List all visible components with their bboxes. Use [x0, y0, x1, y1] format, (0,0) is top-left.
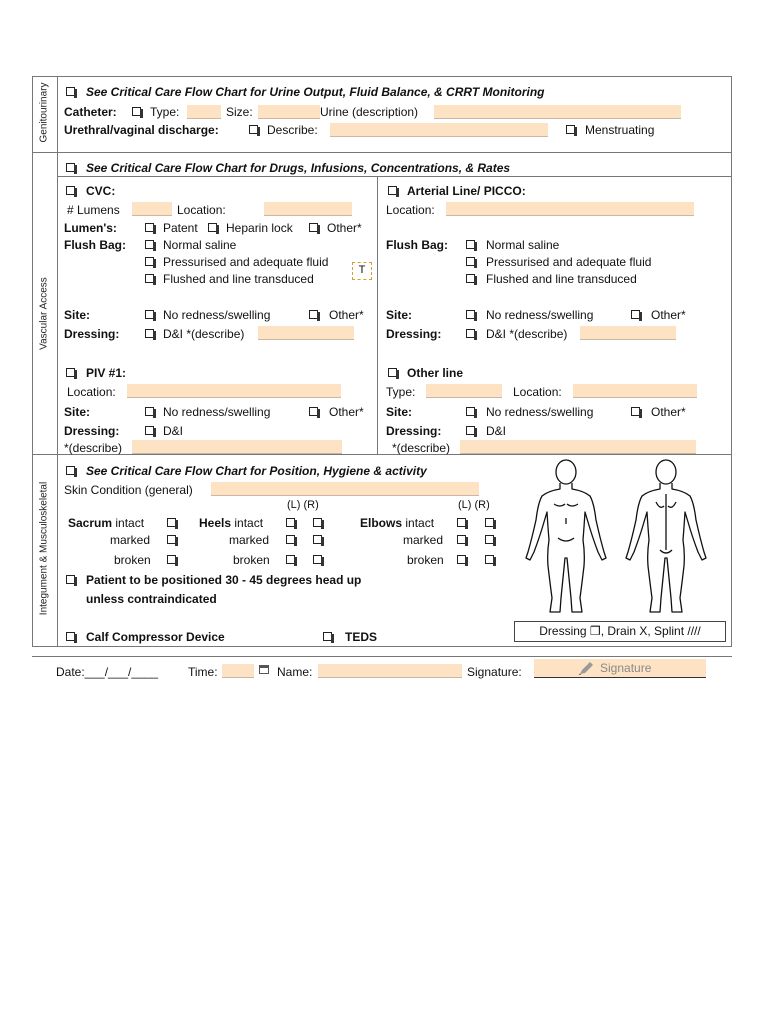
elbows-marked-right-checkbox[interactable]: [485, 535, 494, 544]
cvc-checkbox[interactable]: [66, 186, 75, 195]
other-line-location-label: Location:: [513, 385, 562, 399]
cvc-heparin-checkbox[interactable]: [208, 223, 217, 232]
other-line-describe-field[interactable]: [460, 440, 696, 454]
position-checkbox[interactable]: [66, 575, 75, 584]
urethral-label: Urethral/vaginal discharge:: [64, 123, 219, 137]
lr-header-2: (L) (R): [458, 499, 490, 511]
see-drugs-heading: See Critical Care Flow Chart for Drugs, Infusions, Concentrations, & Rates: [86, 161, 511, 175]
position-line-1: Patient to be positioned 30 - 45 degrees head up: [86, 573, 362, 587]
footer-time-label: Time:: [188, 665, 218, 679]
arterial-dressing-label: Dressing:: [386, 327, 442, 341]
arterial-pressurised-label: Pressurised and adequate fluid: [486, 255, 652, 269]
arterial-site-other-checkbox[interactable]: [631, 310, 640, 319]
text-cursor-box[interactable]: T: [352, 262, 372, 280]
heels-marked-right-checkbox[interactable]: [313, 535, 322, 544]
back-spine-lines: [656, 494, 676, 553]
elbows-intact-left-checkbox[interactable]: [457, 518, 466, 527]
cvc-saline-checkbox[interactable]: [145, 240, 154, 249]
piv-site-other-checkbox[interactable]: [309, 407, 318, 416]
lr-header-1: (L) (R): [287, 499, 319, 511]
arterial-saline-checkbox[interactable]: [466, 240, 475, 249]
piv-checkbox[interactable]: [66, 368, 75, 377]
cvc-flushed-checkbox[interactable]: [145, 274, 154, 283]
cvc-flushed-label: Flushed and line transduced: [163, 272, 314, 286]
vascular-column-divider: [377, 176, 378, 454]
cvc-no-redness-checkbox[interactable]: [145, 310, 154, 319]
cvc-location-field[interactable]: [264, 202, 352, 216]
footer-time-field[interactable]: [222, 664, 254, 678]
other-line-site-other-label: Other*: [651, 405, 686, 419]
cvc-lumens-other-checkbox[interactable]: [309, 223, 318, 232]
piv-site-label: Site:: [64, 405, 91, 419]
arterial-flushed-label: Flushed and line transduced: [486, 272, 637, 286]
other-line-site-other-checkbox[interactable]: [631, 407, 640, 416]
menstruating-label: Menstruating: [585, 123, 655, 137]
footer-name-label: Name:: [277, 665, 313, 679]
arterial-pressurised-checkbox[interactable]: [466, 257, 475, 266]
urine-description-label: Urine (description): [320, 105, 419, 119]
sacrum-marked-label: marked: [110, 533, 151, 547]
footer-name-field[interactable]: [318, 664, 462, 678]
cvc-no-redness-label: No redness/swelling: [163, 308, 271, 322]
section-divider-2: [32, 454, 732, 455]
calf-compressor-label: Calf Compressor Device: [86, 630, 225, 644]
cvc-site-label: Site:: [64, 308, 91, 322]
elbows-broken-right-checkbox[interactable]: [485, 555, 494, 564]
front-body-outline: [526, 483, 606, 612]
skin-condition-field[interactable]: [211, 482, 479, 496]
cvc-site-other-checkbox[interactable]: [309, 310, 318, 319]
cvc-lumens-count-label: # Lumens: [67, 203, 120, 217]
arterial-dressing-field[interactable]: [580, 326, 676, 340]
signature-placeholder: Signature: [600, 661, 652, 675]
elbows-marked-label: marked: [403, 533, 444, 547]
heels-marked-label: marked: [229, 533, 270, 547]
heels-intact-left-checkbox[interactable]: [286, 518, 295, 527]
piv-describe-label: *(describe): [64, 441, 123, 455]
calendar-icon[interactable]: [259, 665, 269, 674]
other-line-di-checkbox[interactable]: [466, 426, 475, 435]
piv-site-other-label: Other*: [329, 405, 364, 419]
other-line-checkbox[interactable]: [388, 368, 397, 377]
other-line-dressing-label: Dressing:: [386, 424, 442, 438]
arterial-flushed-checkbox[interactable]: [466, 274, 475, 283]
calendar-icon-bar: [260, 666, 268, 668]
elbows-marked-left-checkbox[interactable]: [457, 535, 466, 544]
teds-label: TEDS: [345, 630, 378, 644]
footer-top-line: [32, 656, 732, 657]
arterial-di-checkbox[interactable]: [466, 329, 475, 338]
arterial-flush-label: Flush Bag:: [386, 238, 448, 252]
other-line-type-label: Type:: [386, 385, 416, 399]
menstruating-checkbox[interactable]: [566, 125, 575, 134]
heels-label: Heels: [199, 516, 232, 530]
cvc-dressing-label: Dressing:: [64, 327, 120, 341]
piv-di-label: D&I: [163, 424, 184, 438]
pen-icon: [578, 661, 594, 675]
cvc-patent-label: Patent: [163, 221, 198, 235]
piv-di-checkbox[interactable]: [145, 426, 154, 435]
cvc-location-label: Location:: [177, 203, 226, 217]
catheter-size-field[interactable]: [258, 105, 320, 119]
piv-dressing-label: Dressing:: [64, 424, 120, 438]
other-line-no-redness-label: No redness/swelling: [486, 405, 594, 419]
skin-condition-label: Skin Condition (general): [64, 483, 193, 497]
heels-broken-label: broken: [233, 553, 270, 567]
urethral-describe-field[interactable]: [330, 123, 548, 137]
side-label-divider: [57, 76, 58, 647]
arterial-label: Arterial Line/ PICCO:: [407, 184, 526, 198]
section-divider-1: [32, 152, 732, 153]
other-line-describe-label: *(describe): [392, 441, 451, 455]
arterial-no-redness-checkbox[interactable]: [466, 310, 475, 319]
side-label-vascular: Vascular Access: [38, 277, 50, 350]
side-label-genitourinary: Genitourinary: [38, 82, 50, 143]
cvc-pressurised-checkbox[interactable]: [145, 257, 154, 266]
back-head: [656, 460, 676, 484]
arterial-checkbox[interactable]: [388, 186, 397, 195]
other-line-label: Other line: [407, 366, 464, 380]
cvc-dressing-field[interactable]: [258, 326, 354, 340]
heels-intact-right-checkbox[interactable]: [313, 518, 322, 527]
sacrum-intact-row: [68, 516, 144, 530]
catheter-type-field[interactable]: [187, 105, 221, 119]
catheter-size-label: Size:: [226, 105, 253, 119]
arterial-location-field[interactable]: [446, 202, 694, 216]
sacrum-broken-checkbox[interactable]: [167, 555, 176, 564]
catheter-type-label: Type:: [150, 105, 180, 119]
cvc-di-checkbox[interactable]: [145, 329, 154, 338]
elbows-intact-right-checkbox[interactable]: [485, 518, 494, 527]
sacrum-label: Sacrum: [68, 516, 113, 530]
piv-location-field[interactable]: [127, 384, 341, 398]
sacrum-intact-label: intact: [115, 516, 145, 530]
other-line-location-field[interactable]: [573, 384, 697, 398]
footer-date-label: Date:___/___/____: [56, 665, 159, 679]
sacrum-broken-label: broken: [114, 553, 151, 567]
cvc-pressurised-label: Pressurised and adequate fluid: [163, 255, 329, 269]
cvc-di-describe-label: D&I *(describe): [163, 327, 245, 341]
piv-location-label: Location:: [67, 385, 116, 399]
heels-marked-left-checkbox[interactable]: [286, 535, 295, 544]
cvc-site-other-label: Other*: [329, 308, 364, 322]
position-line-2: unless contraindicated: [86, 592, 217, 606]
cvc-lumens-other-label: Other*: [327, 221, 362, 235]
elbows-broken-left-checkbox[interactable]: [457, 555, 466, 564]
legend-box: Dressing ❒, Drain X, Splint ////: [514, 621, 726, 642]
cvc-lumens-count-field[interactable]: [132, 202, 172, 216]
see-position-heading: See Critical Care Flow Chart for Position, Hygiene & activity: [86, 464, 427, 478]
teds-checkbox[interactable]: [323, 632, 332, 641]
other-line-di-label: D&I: [486, 424, 507, 438]
piv-no-redness-checkbox[interactable]: [145, 407, 154, 416]
piv-describe-field[interactable]: [132, 440, 342, 454]
body-diagram-back[interactable]: [620, 458, 712, 618]
urethral-checkbox[interactable]: [249, 125, 258, 134]
other-line-type-field[interactable]: [426, 384, 502, 398]
heels-intact-label: intact: [234, 516, 264, 530]
elbows-intact-label: intact: [405, 516, 435, 530]
urethral-describe-label: Describe:: [267, 123, 318, 137]
side-label-integument: Integument & Musculoskeletal: [38, 481, 50, 616]
arterial-no-redness-label: No redness/swelling: [486, 308, 594, 322]
elbows-label: Elbows: [360, 516, 403, 530]
see-urine-checkbox[interactable]: [66, 87, 75, 96]
arterial-di-describe-label: D&I *(describe): [486, 327, 568, 341]
heels-broken-right-checkbox[interactable]: [313, 555, 322, 564]
other-line-no-redness-checkbox[interactable]: [466, 407, 475, 416]
piv-no-redness-label: No redness/swelling: [163, 405, 271, 419]
front-chest-lines: [554, 504, 578, 541]
cvc-flush-label: Flush Bag:: [64, 238, 126, 252]
see-urine-heading: See Critical Care Flow Chart for Urine Output, Fluid Balance, & CRRT Monitoring: [86, 85, 545, 99]
sacrum-marked-checkbox[interactable]: [167, 535, 176, 544]
heels-broken-left-checkbox[interactable]: [286, 555, 295, 564]
heels-intact-row: [199, 516, 263, 530]
cvc-patent-checkbox[interactable]: [145, 223, 154, 232]
body-diagram-front[interactable]: [520, 458, 612, 618]
front-head: [556, 460, 576, 484]
catheter-checkbox[interactable]: [132, 107, 141, 116]
sacrum-intact-checkbox[interactable]: [167, 518, 176, 527]
piv-label: PIV #1:: [86, 366, 127, 380]
see-position-checkbox[interactable]: [66, 466, 75, 475]
cvc-saline-label: Normal saline: [163, 238, 237, 252]
arterial-site-other-label: Other*: [651, 308, 686, 322]
urine-description-field[interactable]: [434, 105, 681, 119]
arterial-location-label: Location:: [386, 203, 435, 217]
cvc-heparin-label: Heparin lock: [226, 221, 293, 235]
see-drugs-checkbox[interactable]: [66, 163, 75, 172]
catheter-label: Catheter:: [64, 105, 117, 119]
other-line-site-label: Site:: [386, 405, 413, 419]
footer-signature-label: Signature:: [467, 665, 522, 679]
cvc-label: CVC:: [86, 184, 116, 198]
arterial-site-label: Site:: [386, 308, 413, 322]
elbows-intact-row: [360, 516, 434, 530]
arterial-saline-label: Normal saline: [486, 238, 560, 252]
vascular-subdivider: [57, 176, 732, 177]
calf-compressor-checkbox[interactable]: [66, 632, 75, 641]
elbows-broken-label: broken: [407, 553, 444, 567]
cvc-lumens-label: Lumen's:: [64, 221, 117, 235]
